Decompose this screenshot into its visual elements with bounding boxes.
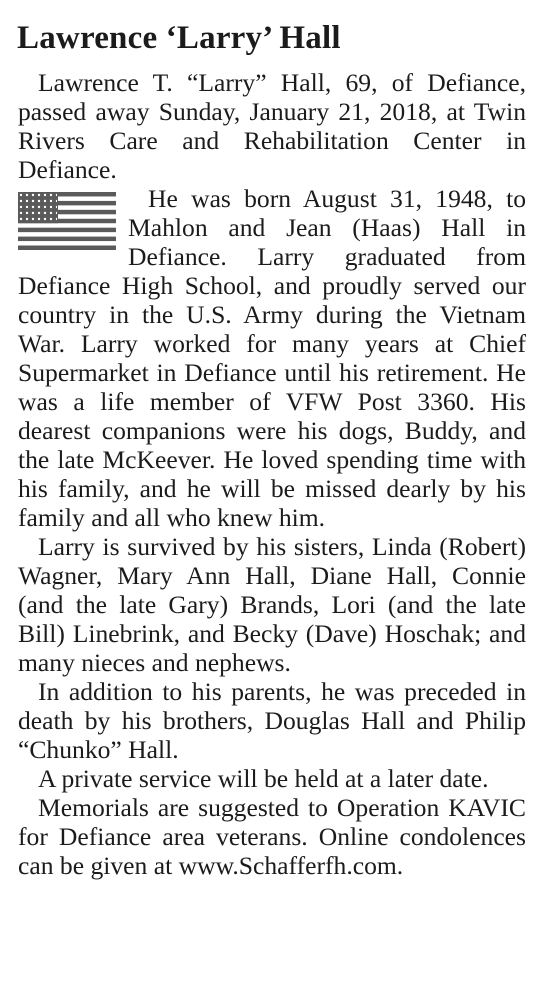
obituary-title: Lawrence ‘Larry’ Hall [17, 20, 341, 56]
obituary-paragraph-preceded: In addition to his parents, he was preceded in death by his brothers, Douglas Hall and Philip “Chunko” Hall. [18, 677, 526, 764]
obituary-body [18, 68, 526, 880]
obituary-paragraph-service: A private service will be held at a later date. [38, 764, 489, 793]
obituary-paragraph-life: He was born August 31, 1948, to Mahlon and Jean (Haas) Hall in Defiance. Larry graduated from Defiance High School, and proudly served our country in the U.S. Army during the Vietnam War. Larry worked for many years at Chief Supermarket in Defiance until his retirement. He was a life member of VFW Post 3360. His dearest companions were his dogs, Buddy, and the late McKeever. He loved spending time with his family, and he will be missed dearly by his family and all who knew him. [18, 184, 526, 532]
us-flag-icon [18, 192, 116, 250]
obituary-paragraph-memorials: Memorials are suggested to Operation KAVIC for Defiance area veterans. Online condolences can be given at www.Schafferfh.​com. [18, 793, 526, 880]
obituary-paragraph-death: Lawrence T. “Larry” Hall, 69, of Defiance, passed away Sunday, January 21, 2018, at Twin Rivers Care and Rehabilitation Center in Defiance. [18, 68, 526, 184]
obituary-paragraph-survivors: Larry is survived by his sisters, Linda (Robert) Wagner, Mary Ann Hall, Diane Hall, Connie (and the late Gary) Brands, Lori (and the late Bill) Linebrink, and Becky (Dave) Hoschak; and many nieces and nephews. [18, 532, 526, 677]
